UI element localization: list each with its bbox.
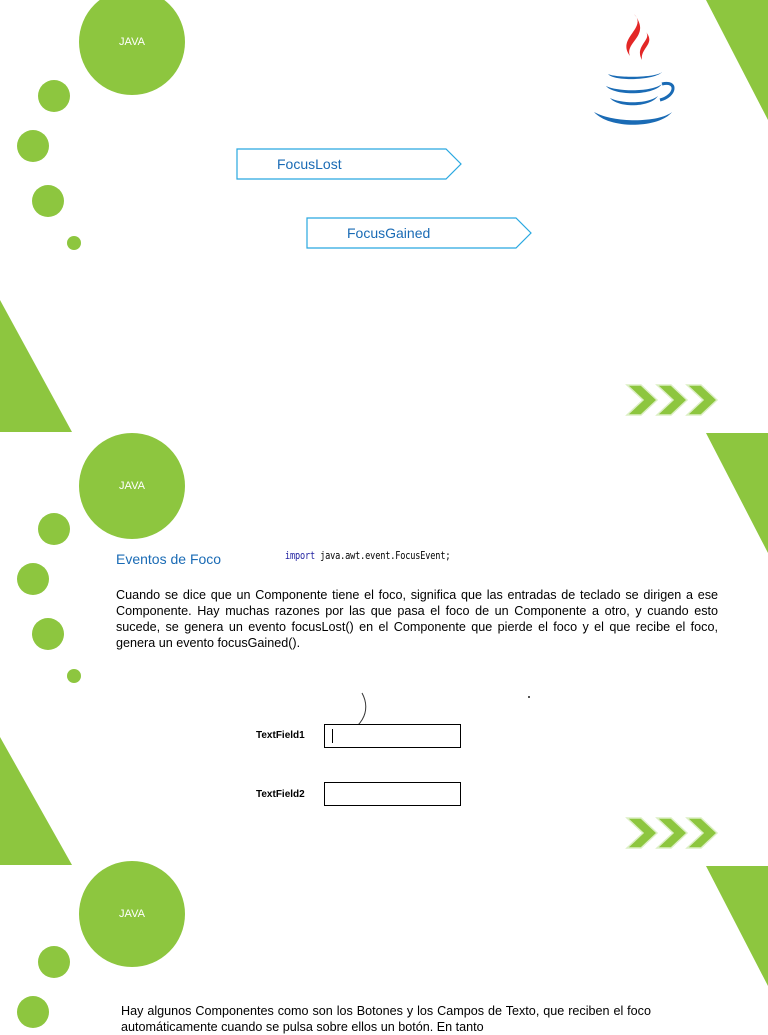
- decor-circle: [38, 80, 70, 112]
- java-badge: [79, 0, 185, 95]
- textfield1-input[interactable]: [324, 724, 461, 748]
- decor-triangle-top-right: [700, 866, 768, 986]
- textfield2-label: TextField2: [256, 789, 305, 800]
- decor-triangle-bottom-left: [0, 300, 72, 432]
- slide-3: [0, 866, 768, 1034]
- java-badge: [79, 861, 185, 967]
- decor-triangle-bottom-left: [0, 737, 72, 865]
- decor-circle: [17, 130, 49, 162]
- java-badge-label: JAVA: [119, 480, 145, 492]
- focusgained-arrow-box: [306, 217, 534, 249]
- paragraph: Hay algunos Componentes como son los Botones y los Campos de Texto, que reciben el foco automáticamente cuando se pulsa sobre ellos un botón. En tanto: [121, 1004, 651, 1034]
- java-badge-label: JAVA: [119, 908, 145, 920]
- decor-circle: [38, 513, 70, 545]
- code-statement: java.awt.event.FocusEvent;: [320, 549, 451, 562]
- decor-circle: [17, 563, 49, 595]
- java-badge: [79, 433, 185, 539]
- decor-circle: [32, 185, 64, 217]
- textfield1-label: TextField1: [256, 730, 305, 741]
- decor-circle: [67, 236, 81, 250]
- decor-triangle-top-right: [700, 433, 768, 553]
- stray-dot: [528, 696, 530, 698]
- focuslost-arrow-box: [236, 148, 464, 180]
- slide-2: [0, 433, 768, 865]
- decor-triangle-top-right: [700, 0, 768, 120]
- paragraph: Cuando se dice que un Componente tiene el foco, significa que las entradas de teclado se dirigen a ese Componente. Hay muchas razones por las que pasa el foco de un Componente a otro, y cuando esto sucede, se genera un evento focusLost() en el Componente que pierde el foco y el que recibe el foco, genera un evento focusGained().: [116, 588, 718, 650]
- decor-circle: [17, 996, 49, 1028]
- triple-chevron-right-icon[interactable]: [625, 816, 725, 850]
- decor-circle: [32, 618, 64, 650]
- code-keyword: import: [285, 549, 316, 562]
- triple-chevron-right-icon[interactable]: [625, 383, 725, 417]
- slide-1: [0, 0, 768, 432]
- java-badge-label: JAVA: [119, 36, 145, 48]
- section-title: Eventos de Foco: [116, 551, 222, 567]
- text-cursor: [332, 729, 333, 743]
- java-coffee-cup-icon: [586, 8, 678, 128]
- focusgained-label: FocusGained: [347, 225, 431, 241]
- code-import: [285, 549, 450, 562]
- focuslost-label: FocusLost: [277, 156, 342, 172]
- decor-circle: [38, 946, 70, 978]
- textfield2-input[interactable]: [324, 782, 461, 806]
- decor-circle: [67, 669, 81, 683]
